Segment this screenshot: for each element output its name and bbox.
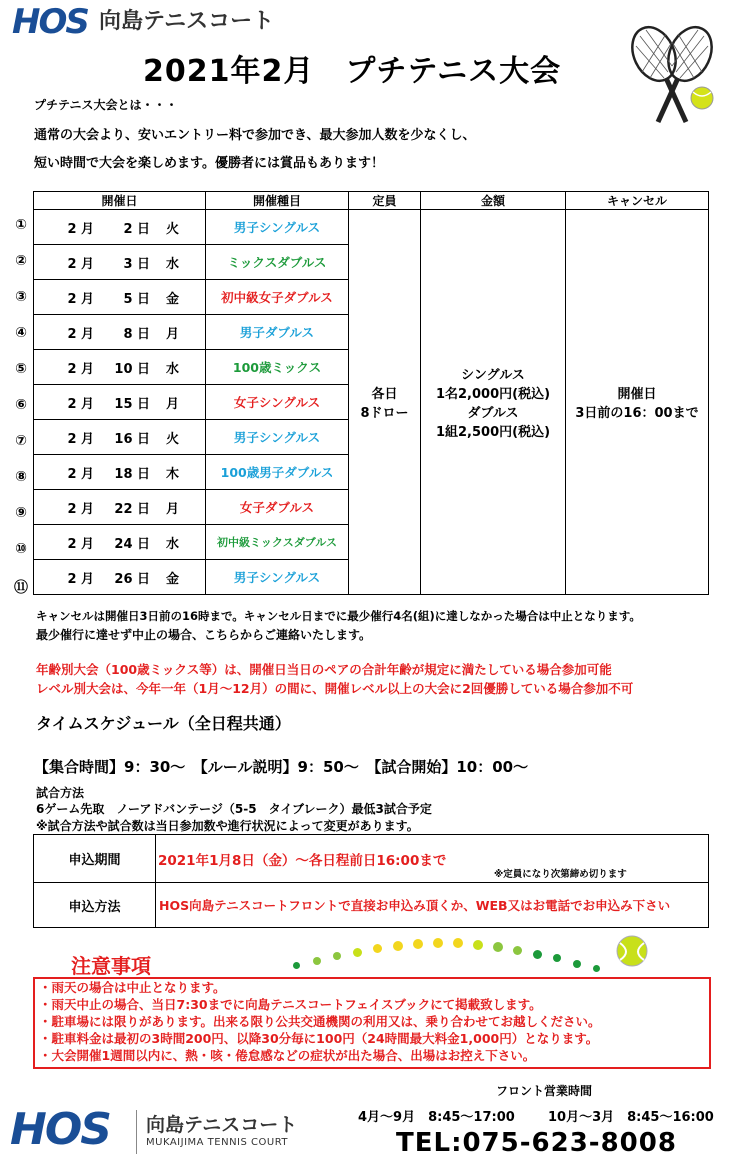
- date-day-unit: 日: [136, 361, 150, 377]
- date-day-unit: 日: [136, 536, 150, 552]
- cancel-note-1: キャンセルは開催日3日前の16時まで。キャンセル日までに最少催行4名(組)に達しなかった場合は中止となります。: [36, 609, 641, 623]
- capacity-cell-line: 8ドロー: [360, 406, 409, 421]
- event-type: ミックスダブルス: [206, 245, 349, 280]
- date-month: 2: [67, 571, 77, 587]
- event-type: 女子シングルス: [206, 385, 349, 420]
- date-month: 2: [67, 396, 77, 412]
- footer-venue-en: MUKAIJIMA TENNIS COURT: [146, 1137, 289, 1148]
- method-title: 試合方法: [36, 786, 85, 800]
- date-weekday: 木: [165, 466, 179, 482]
- capacity-cell-line: 各日: [371, 387, 398, 402]
- date-weekday: 水: [165, 361, 179, 377]
- header-cancel: キャンセル: [566, 192, 709, 210]
- date-day: 18: [114, 466, 133, 482]
- event-date: [34, 280, 206, 315]
- decorative-dot: [453, 938, 463, 948]
- date-month: 2: [67, 326, 77, 342]
- date-weekday: 水: [165, 256, 179, 272]
- caution-title: 注意事項: [71, 954, 151, 978]
- decorative-dot: [293, 962, 300, 969]
- decorative-dot: [313, 957, 321, 965]
- application-period-label: 申込期間: [34, 835, 156, 883]
- date-month-unit: 月: [80, 536, 94, 552]
- date-weekday: 月: [165, 326, 179, 342]
- intro-line-2: 短い時間で大会を楽しめます。優勝者には賞品もあります！: [34, 156, 384, 171]
- event-type: 男子シングルス: [206, 420, 349, 455]
- footer-divider: [136, 1110, 137, 1154]
- decorative-dot: [393, 941, 403, 951]
- date-day: 8: [123, 326, 133, 342]
- decorative-dot: [513, 946, 522, 955]
- fee-cell: [421, 210, 566, 595]
- event-type: 100歳男子ダブルス: [206, 455, 349, 490]
- application-period-row: [34, 835, 709, 883]
- date-month: 2: [67, 361, 77, 377]
- decorative-dot: [553, 954, 561, 962]
- date-weekday: 水: [165, 536, 179, 552]
- date-day-unit: 日: [136, 221, 150, 237]
- method-text: 6ゲーム先取 ノーアドバンテージ（5-5 タイブレーク）最低3試合予定: [36, 802, 432, 816]
- header-event: 開催種目: [206, 192, 349, 210]
- capacity-cell: [349, 210, 421, 595]
- application-method-label: 申込方法: [34, 883, 156, 928]
- footer-hours-1: 4月～9月 8:45～17:00: [358, 1110, 515, 1125]
- date-weekday: 金: [165, 291, 179, 307]
- intro-line-1: 通常の大会より、安いエントリー料で参加でき、最大参加人数を少なくし、: [34, 128, 476, 143]
- caution-item: ・駐車場には限りがあります。出来る限り公共交通機関の利用又は、乗り合わせてお越しください。: [39, 1014, 601, 1029]
- row-number: ⑥: [15, 397, 27, 413]
- decorative-dot: [413, 939, 423, 949]
- row-number: ⑤: [15, 361, 27, 377]
- decorative-dot: [433, 938, 443, 948]
- event-type: 初中級ミックスダブルス: [206, 525, 349, 560]
- application-period-cell: [156, 835, 709, 883]
- event-date: [34, 455, 206, 490]
- row-number: ⑦: [15, 433, 27, 449]
- header-venue-name: 向島テニスコート: [98, 9, 275, 34]
- footer-hours-title: フロント営業時間: [496, 1084, 593, 1098]
- header-logo-mark: HOS: [12, 2, 88, 42]
- cancel-cell: [566, 210, 709, 595]
- decorative-dot: [573, 960, 581, 968]
- decorative-dot: [333, 952, 341, 960]
- age-rule-note: 年齢別大会（100歳ミックス等）は、開催日当日のペアの合計年齢が規定に満たしている場合参加可能: [36, 662, 612, 677]
- schedule-times: 【集合時間】9：30～ 【ルール説明】9：50～ 【試合開始】10：00～: [34, 758, 529, 776]
- row-number: ③: [15, 289, 27, 305]
- header-logo: [12, 2, 275, 42]
- row-number: ⑧: [15, 469, 27, 485]
- table-row: [34, 210, 709, 245]
- event-date: [34, 385, 206, 420]
- date-month-unit: 月: [80, 221, 94, 237]
- date-day: 10: [114, 361, 133, 377]
- date-month-unit: 月: [80, 501, 94, 517]
- date-month: 2: [67, 466, 77, 482]
- date-day: 3: [123, 256, 133, 272]
- date-month-unit: 月: [80, 326, 94, 342]
- decorative-dot: [373, 944, 382, 953]
- footer-tel: TEL:075-623-8008: [396, 1128, 677, 1158]
- row-number: ④: [15, 325, 27, 341]
- date-day-unit: 日: [136, 431, 150, 447]
- event-type: 男子ダブルス: [206, 315, 349, 350]
- decorative-dot: [473, 940, 483, 950]
- fee-cell-line: ダブルス: [467, 406, 519, 421]
- date-weekday: 金: [165, 571, 179, 587]
- date-month: 2: [67, 536, 77, 552]
- cancel-note-2: 最少催行に達せず中止の場合、こちらからご連絡いたします。: [36, 628, 372, 642]
- decorative-dot: [353, 948, 362, 957]
- row-number: ①: [15, 217, 27, 233]
- date-day: 2: [123, 221, 133, 237]
- fee-cell-line: 1名2,000円(税込): [435, 387, 551, 402]
- tennis-ball-icon: [615, 934, 649, 968]
- tennis-rackets-icon: [622, 22, 722, 132]
- page-title: 2021年2月 プチテニス大会: [143, 54, 562, 89]
- application-method-cell: [156, 883, 709, 928]
- date-weekday: 火: [165, 431, 179, 447]
- decorative-dot: [593, 965, 600, 972]
- cancel-cell-line: 開催日: [617, 387, 657, 402]
- fee-cell-line: 1組2,500円(税込): [435, 425, 551, 440]
- date-day: 26: [114, 571, 133, 587]
- date-weekday: 月: [165, 501, 179, 517]
- date-day-unit: 日: [136, 326, 150, 342]
- decorative-dot: [533, 950, 542, 959]
- caution-item: ・雨天の場合は中止となります。: [39, 980, 226, 995]
- event-date: [34, 210, 206, 245]
- date-day-unit: 日: [136, 501, 150, 517]
- date-month-unit: 月: [80, 431, 94, 447]
- event-type: 初中級女子ダブルス: [206, 280, 349, 315]
- event-date: [34, 525, 206, 560]
- schedule-table: [33, 191, 709, 595]
- date-month: 2: [67, 256, 77, 272]
- application-period-note: ※定員になり次第締め切ります: [494, 869, 627, 880]
- level-rule-note: レベル別大会は、今年一年（1月～12月）の間に、開催レベル以上の大会に2回優勝している場合参加不可: [36, 681, 634, 696]
- date-month-unit: 月: [80, 396, 94, 412]
- schedule-heading: タイムスケジュール（全日程共通）: [36, 714, 291, 733]
- row-number: ⑩: [15, 541, 27, 557]
- row-number: ⑨: [15, 505, 27, 521]
- date-day: 24: [114, 536, 133, 552]
- date-day: 16: [114, 431, 133, 447]
- footer-hours-2: 10月～3月 8:45～16:00: [548, 1110, 714, 1125]
- date-month-unit: 月: [80, 571, 94, 587]
- header-capacity: 定員: [349, 192, 421, 210]
- intro-heading: プチテニス大会とは・・・: [34, 98, 178, 112]
- header-fee: 金額: [421, 192, 566, 210]
- fee-cell-line: シングルス: [461, 368, 525, 383]
- date-month: 2: [67, 501, 77, 517]
- date-day-unit: 日: [136, 291, 150, 307]
- event-date: [34, 560, 206, 595]
- table-header-row: [34, 192, 709, 210]
- event-type: 100歳ミックス: [206, 350, 349, 385]
- date-month-unit: 月: [80, 361, 94, 377]
- event-date: [34, 420, 206, 455]
- footer-logo-mark: HOS: [10, 1104, 110, 1155]
- caution-box: [33, 977, 711, 1069]
- caution-item: ・駐車料金は最初の3時間200円、以降30分毎に100円（24時間最大料金1,000円）となります。: [39, 1031, 599, 1046]
- caution-item: ・雨天中止の場合、当日7:30までに向島テニスコートフェイスブックにて掲載致します。: [39, 997, 542, 1012]
- cancel-cell-line: 3日前の16：00まで: [575, 406, 699, 421]
- date-day-unit: 日: [136, 396, 150, 412]
- event-date: [34, 245, 206, 280]
- date-weekday: 月: [165, 396, 179, 412]
- event-date: [34, 350, 206, 385]
- date-day-unit: 日: [136, 571, 150, 587]
- decorative-dot: [493, 942, 503, 952]
- header-date: 開催日: [34, 192, 206, 210]
- application-period-value: 2021年1月8日（金）～各日程前日16:00まで: [158, 853, 447, 869]
- event-type: 男子シングルス: [206, 560, 349, 595]
- date-day: 22: [114, 501, 133, 517]
- event-type: 男子シングルス: [206, 210, 349, 245]
- date-day: 15: [114, 396, 133, 412]
- date-day: 5: [123, 291, 133, 307]
- event-date: [34, 490, 206, 525]
- application-table: [33, 834, 709, 928]
- row-number: ⑪: [14, 580, 28, 596]
- date-month-unit: 月: [80, 291, 94, 307]
- date-month: 2: [67, 431, 77, 447]
- footer-logo: [10, 1104, 110, 1155]
- date-month-unit: 月: [80, 256, 94, 272]
- row-number: ②: [15, 253, 27, 269]
- date-weekday: 火: [165, 221, 179, 237]
- date-day-unit: 日: [136, 256, 150, 272]
- application-method-value: HOS向島テニスコートフロントで直接お申込み頂くか、WEB又はお電話でお申込み下さい: [159, 898, 671, 913]
- application-method-row: [34, 883, 709, 928]
- date-month: 2: [67, 291, 77, 307]
- caution-item: ・大会開催1週間以内に、熱・咳・倦怠感などの症状が出た場合、出場はお控え下さい。: [39, 1048, 536, 1063]
- method-note: ※試合方法や試合数は当日参加数や進行状況によって変更があります。: [36, 819, 419, 833]
- footer-venue-name: 向島テニスコート: [146, 1114, 298, 1136]
- date-month-unit: 月: [80, 466, 94, 482]
- event-date: [34, 315, 206, 350]
- event-type: 女子ダブルス: [206, 490, 349, 525]
- date-month: 2: [67, 221, 77, 237]
- date-day-unit: 日: [136, 466, 150, 482]
